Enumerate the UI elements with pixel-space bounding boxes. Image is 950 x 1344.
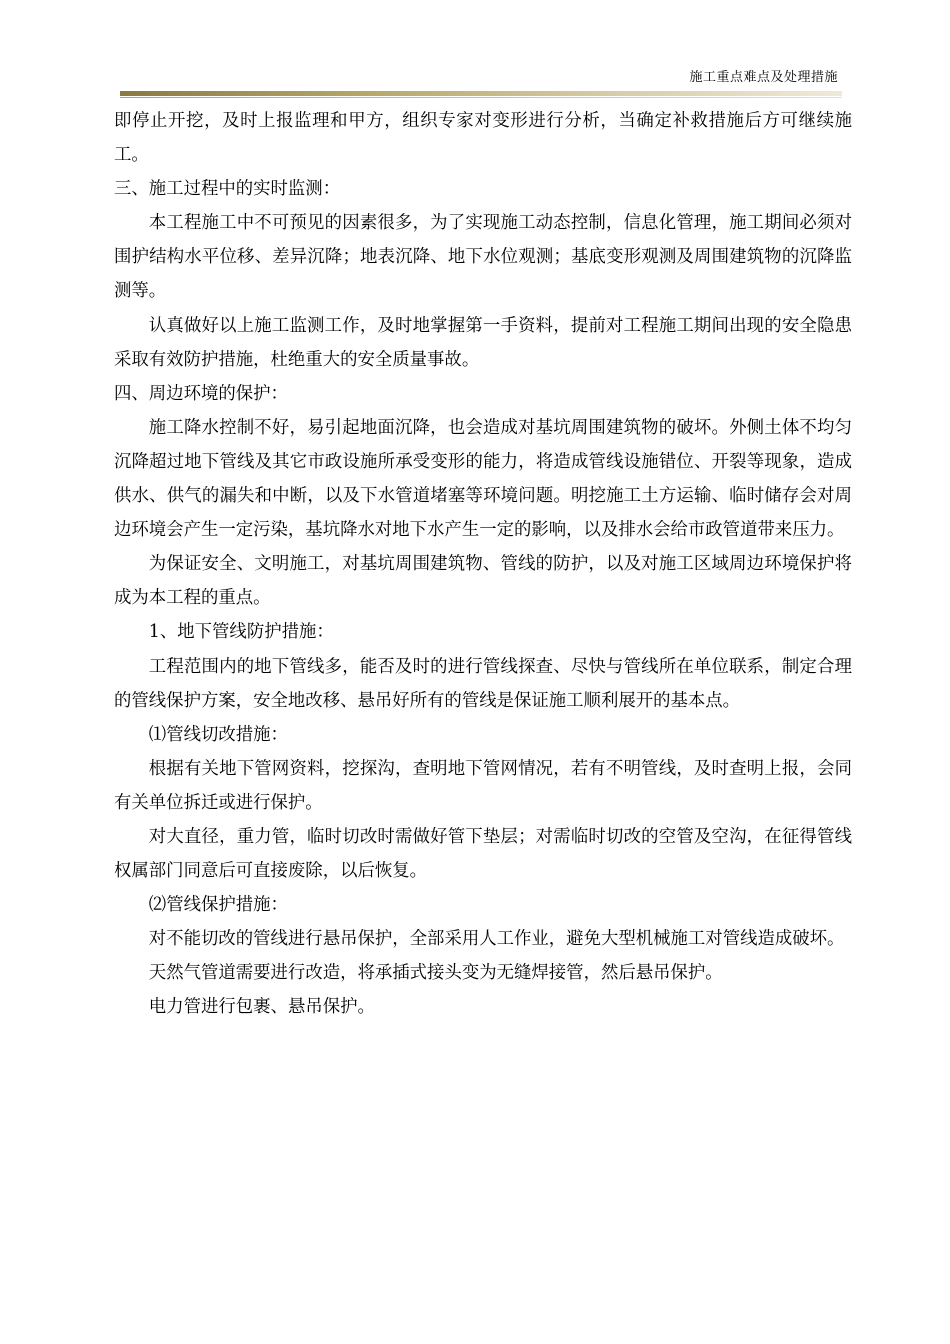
paragraph: 电力管进行包裹、悬吊保护。 bbox=[148, 997, 375, 1018]
paragraph: 对大直径，重力管，临时切改时需做好管下垫层；对需临时切改的空管及空沟，在征得管线权属部门同意后可直接废除，以后恢复。 bbox=[114, 826, 852, 882]
item-heading: ⑵管线保护措施： bbox=[148, 895, 288, 916]
body-text bbox=[114, 104, 852, 1025]
header-rule-thin bbox=[120, 97, 842, 98]
paragraph: 根据有关地下管网资料，挖探沟，查明地下管网情况，若有不明管线，及时查明上报，会同有关单位拆迁或进行保护。 bbox=[114, 758, 852, 813]
paragraph: 为保证安全、文明施工，对基坑周围建筑物、管线的防护，以及对施工区域周边环境保护将成为本工程的重点。 bbox=[114, 554, 852, 609]
paragraph: 本工程施工中不可预见的因素很多，为了实现施工动态控制，信息化管理，施工期间必须对围护结构水平位移、差异沉降；地表沉降、地下水位观测；基底变形观测及周围建筑物的沉降监测等。 bbox=[114, 213, 852, 302]
section-heading: 三、施工过程中的实时监测： bbox=[114, 179, 341, 200]
paragraph: 认真做好以上施工监测工作，及时地掌握第一手资料，提前对工程施工期间出现的安全隐患采取有效防护措施，杜绝重大的安全质量事故。 bbox=[114, 315, 852, 370]
paragraph: 工程范围内的地下管线多，能否及时的进行管线探查、尽快与管线所在单位联系，制定合理的管线保护方案，安全地改移、悬吊好所有的管线是保证施工顺利展开的基本点。 bbox=[114, 656, 852, 711]
paragraph: 施工降水控制不好，易引起地面沉降，也会造成对基坑周围建筑物的破坏。外侧土体不均匀沉降超过地下管线及其它市政设施所承受变形的能力，将造成管线设施错位、开裂等现象，造成供水、供气的漏失和中断，以及下水管道堵塞等环境问题。明挖施工土方运输、临时储存会对周边环境会产生一定污染，基坑降水对地下水产生一定的影响，以及排水会给市政管道带来压力。 bbox=[114, 417, 852, 541]
item-heading: ⑴管线切改措施： bbox=[148, 724, 288, 745]
paragraph: 天然气管道需要进行改造，将承插式接头变为无缝焊接管，然后悬吊保护。 bbox=[148, 963, 723, 984]
paragraph: 对不能切改的管线进行悬吊保护，全部采用人工作业，避免大型机械施工对管线造成破坏。 bbox=[148, 929, 845, 950]
header-rule bbox=[120, 91, 842, 96]
subsection-heading: 1、地下管线防护措施： bbox=[148, 622, 334, 643]
paragraph: 即停止开挖，及时上报监理和甲方，组织专家对变形进行分析，当确定补救措施后方可继续施工。 bbox=[114, 111, 852, 166]
section-heading: 四、周边环境的保护： bbox=[114, 383, 288, 404]
running-header: 施工重点难点及处理措施 bbox=[689, 70, 838, 85]
